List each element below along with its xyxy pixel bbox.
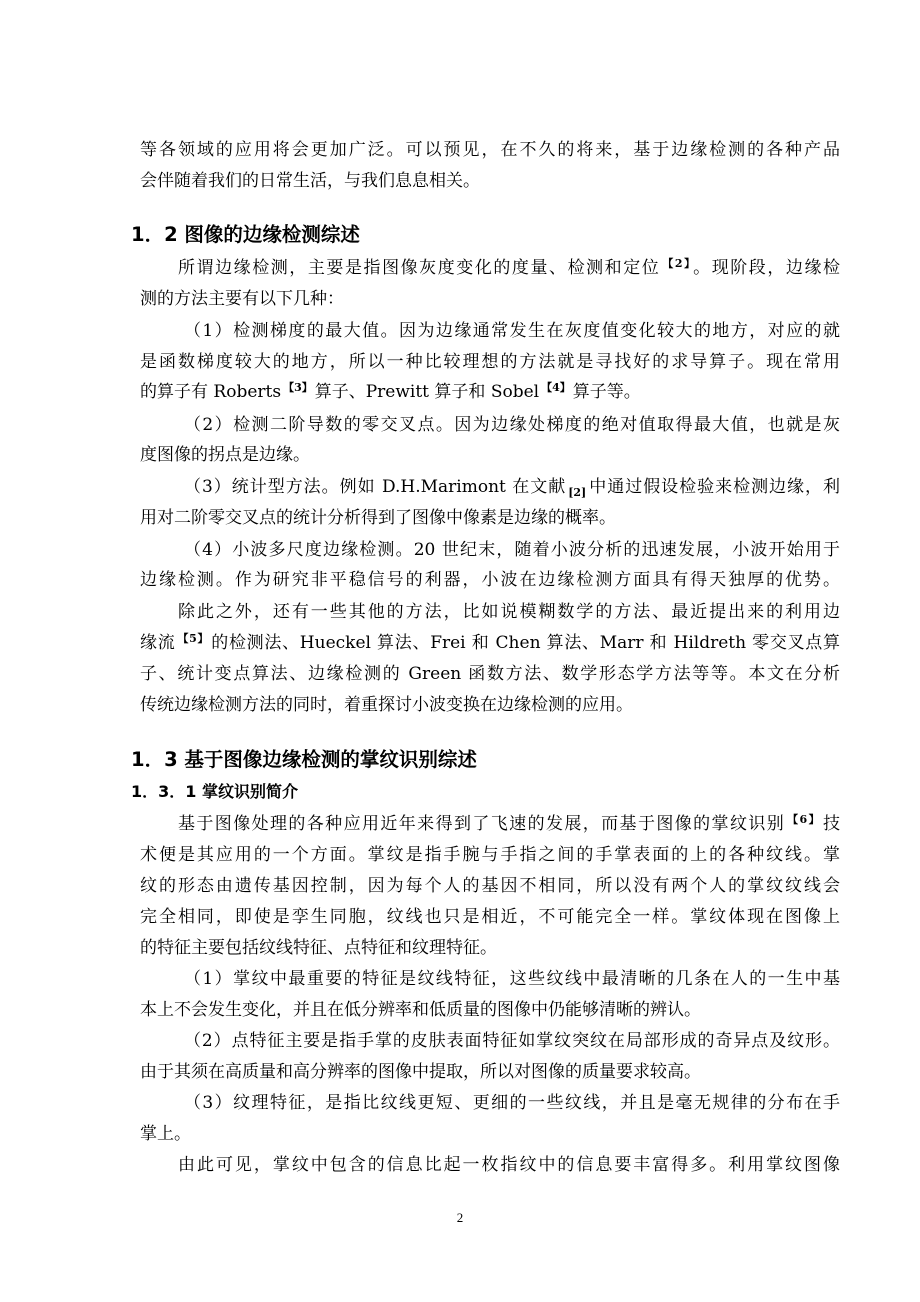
paragraph-line (178, 813, 840, 835)
feature-2-line-2: 由于其须在高质量和高分辨率的图像中提取，所以对图像的质量要求较高。 (140, 1062, 701, 1082)
feature-1-line-1: （1）掌纹中最重要的特征是纹线特征，这些纹线中最清晰的几条在人的一生中基 (184, 969, 840, 989)
intro-line-2: 会伴随着我们的日常生活，与我们息息相关。 (140, 171, 480, 191)
method-3-line-1 (184, 476, 840, 498)
text-span: 所谓边缘检测，主要是指图像灰度变化的度量、检测和定位 (178, 258, 661, 278)
text-span: 中通过假设检验来检测边缘，利 (588, 477, 840, 497)
section-heading-1-2: 1．2 图像的边缘检测综述 (131, 223, 360, 246)
method-3-line-2: 用对二阶零交叉点的统计分析得到了图像中像素是边缘的概率。 (140, 508, 616, 528)
method-2-line-2: 度图像的拐点是边缘。 (140, 445, 310, 465)
paragraph-line: 除此之外，还有一些其他的方法，比如说模糊数学的方法、最近提出来的利用边 (178, 602, 840, 622)
feature-1-line-2: 本上不会发生变化，并且在低分辨率和低质量的图像中仍能够清晰的辨认。 (140, 1000, 701, 1020)
paragraph-line: 术便是其应用的一个方面。掌纹是指手腕与手指之间的手掌表面的上的各种纹线。掌 (140, 845, 840, 865)
text-span: （3）统计型方法。例如 D.H.Marimont 在文献 (184, 477, 567, 497)
paragraph-line: 的特征主要包括纹线特征、点特征和纹理特征。 (140, 938, 497, 958)
method-4-line-2: 边缘检测。作为研究非平稳信号的利器，小波在边缘检测方面具有得天独厚的优势。 (140, 570, 840, 590)
citation-ref: 【4】 (541, 381, 571, 394)
paragraph-line: 完全相同，即使是孪生同胞，纹线也只是相近，不可能完全一样。掌纹体现在图像上 (140, 907, 840, 927)
feature-3-line-2: 掌上。 (140, 1124, 191, 1144)
paragraph-line: 纹的形态由遗传基因控制，因为每个人的基因不相同，所以没有两个人的掌纹纹线会 (140, 876, 840, 896)
method-4-line-1: （4）小波多尺度边缘检测。20 世纪末，随着小波分析的迅速发展，小波开始用于 (184, 540, 840, 560)
text-span: 的算子有 Roberts (140, 382, 282, 402)
text-span: 算子等。 (572, 382, 641, 402)
method-2-line-1: （2）检测二阶导数的零交叉点。因为边缘处梯度的绝对值取得最大值，也就是灰 (184, 415, 840, 435)
paragraph-line (140, 632, 840, 654)
citation-ref: [2] (568, 486, 587, 499)
paragraph-line: 由此可见，掌纹中包含的信息比起一枚指纹中的信息要丰富得多。利用掌纹图像 (178, 1155, 840, 1175)
method-1-line-2: 是函数梯度较大的地方，所以一种比较理想的方法就是寻找好的求导算子。现在常用 (140, 352, 840, 372)
text-span: 基于图像处理的各种应用近年来得到了飞速的发展，而基于图像的掌纹识别 (178, 814, 786, 834)
text-span: 技 (823, 814, 841, 834)
feature-2-line-1: （2）点特征主要是指手掌的皮肤表面特征如掌纹突纹在局部形成的奇异点及纹形。 (184, 1031, 840, 1051)
intro-line-1: 等各领域的应用将会更加广泛。可以预见，在不久的将来，基于边缘检测的各种产品 (140, 140, 840, 160)
citation-ref: 【6】 (787, 813, 822, 826)
paragraph-line: 子、统计变点算法、边缘检测的 Green 函数方法、数学形态学方法等等。本文在分析 (140, 664, 840, 684)
feature-3-line-1: （3）纹理特征，是指比纹线更短、更细的一些纹线，并且是毫无规律的分布在手 (184, 1093, 840, 1113)
text-span: 缘流 (140, 633, 176, 653)
citation-ref: 【3】 (283, 381, 313, 394)
page-number: 2 (456, 1210, 464, 1225)
paragraph-line (178, 257, 840, 279)
method-1-line-1: （1）检测梯度的最大值。因为边缘通常发生在灰度值变化较大的地方，对应的就 (184, 321, 840, 341)
text-span: 算子、Prewitt 算子和 Sobel (314, 382, 540, 402)
paragraph-line: 传统边缘检测方法的同时，着重探讨小波变换在边缘检测的应用。 (140, 695, 633, 715)
section-heading-1-3: 1．3 基于图像边缘检测的掌纹识别综述 (131, 748, 477, 771)
subsection-heading-1-3-1: 1．3．1 掌纹识别简介 (131, 782, 298, 801)
text-span: 。现阶段，边缘检 (693, 258, 841, 278)
text-span: 的检测法、Hueckel 算法、Frei 和 Chen 算法、Marr 和 Hildreth 零交叉点算 (211, 633, 841, 653)
method-1-line-3 (140, 381, 840, 403)
citation-ref: 【2】 (662, 257, 692, 270)
citation-ref: 【5】 (177, 632, 210, 645)
paragraph-line: 测的方法主要有以下几种： (140, 289, 344, 309)
